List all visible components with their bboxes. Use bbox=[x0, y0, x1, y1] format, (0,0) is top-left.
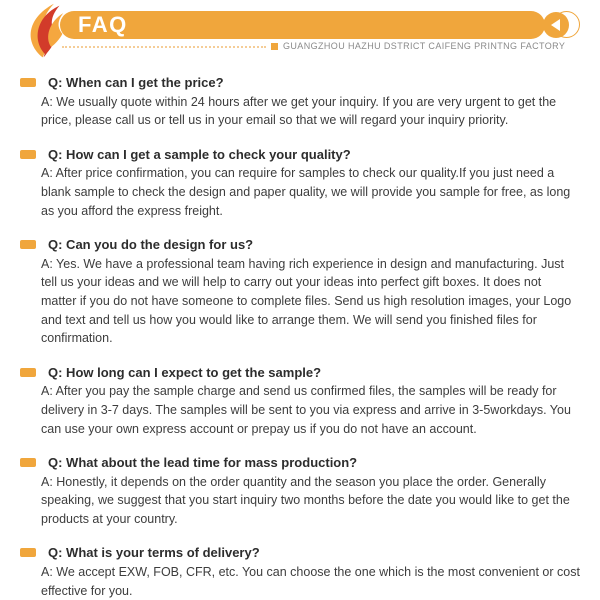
page-title: FAQ bbox=[78, 12, 128, 37]
faq-item bbox=[20, 74, 580, 130]
faq-banner bbox=[60, 11, 545, 39]
company-row bbox=[271, 41, 565, 51]
faq-question: Q: How can I get a sample to check your quality? bbox=[48, 146, 351, 162]
orange-bullet-icon bbox=[20, 548, 36, 557]
faq-answer: A: We accept EXW, FOB, CFR, etc. You can choose the one which is the most convenient or cost effective for you. bbox=[41, 565, 580, 598]
faq-item bbox=[20, 544, 580, 600]
orange-bullet-icon bbox=[20, 78, 36, 87]
orange-bullet-icon bbox=[20, 368, 36, 377]
faq-answer: A: After you pay the sample charge and send us confirmed files, the samples will be ready for delivery in 3-7 days. The samples will be sent to you via express and arrive in 3-5workdays. You can use your own express account or prepay us if you do not have an account. bbox=[41, 384, 571, 436]
faq-answer: A: We usually quote within 24 hours after we get your inquiry. If you are very urgent to get the price, please call us or tell us in your email so that we will regard your inquiry priority. bbox=[41, 94, 557, 128]
back-button[interactable] bbox=[543, 12, 569, 38]
faq-answer: A: Yes. We have a professional team having rich experience in design and manufacturing. Just tell us your ideas and we will help to carry out your ideas into perfect gift boxes. It does not matter if you do not have someone to complete files. Send us high resolution images, your Logo and text and tell us how you would like to arrange them. We will send you finished files for confirmation. bbox=[41, 256, 572, 346]
faq-question: Q: What is your terms of delivery? bbox=[48, 545, 260, 561]
faq-question: Q: What about the lead time for mass production? bbox=[48, 455, 358, 471]
square-bullet-icon bbox=[271, 43, 278, 50]
left-arrow-icon bbox=[551, 19, 560, 31]
faq-answer: A: Honestly, it depends on the order quantity and the season you place the order. Generally speaking, we suggest that you start inquiry two months before the date you would like to get the products at your country. bbox=[41, 474, 570, 526]
faq-answer: A: After price confirmation, you can require for samples to check our quality.If you just need a blank sample to check the design and paper quality, we will provide you sample for free, as long as you afford the express freight. bbox=[41, 166, 571, 218]
dotted-divider bbox=[62, 46, 266, 48]
faq-question: Q: Can you do the design for us? bbox=[48, 237, 254, 253]
faq-question: Q: When can I get the price? bbox=[48, 75, 224, 90]
faq-item bbox=[20, 236, 580, 348]
faq-item bbox=[20, 146, 580, 220]
orange-bullet-icon bbox=[20, 240, 36, 249]
company-name: GUANGZHOU HAZHU DSTRICT CAIFENG PRINTNG FACTORY bbox=[283, 41, 566, 51]
page-header bbox=[0, 0, 600, 62]
flame-logo-icon bbox=[21, 3, 68, 59]
faq-item bbox=[20, 364, 580, 438]
faq-question: Q: How long can I expect to get the sample? bbox=[48, 364, 322, 380]
orange-bullet-icon bbox=[20, 458, 36, 467]
orange-bullet-icon bbox=[20, 150, 36, 159]
faq-list bbox=[0, 62, 600, 600]
faq-item bbox=[20, 454, 580, 528]
